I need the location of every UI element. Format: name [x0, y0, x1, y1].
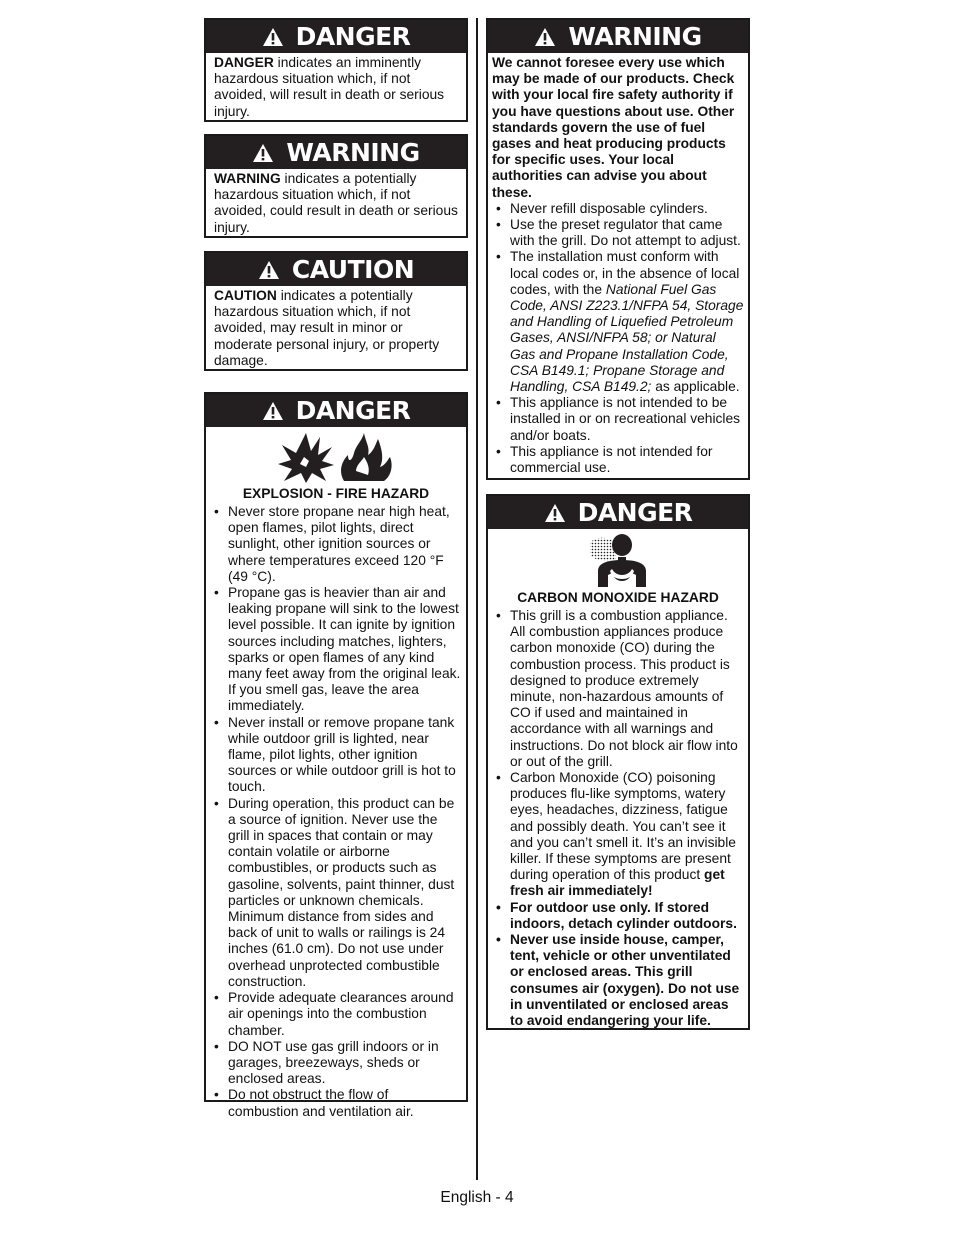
fire-hazard-list-wrap: [206, 502, 466, 1120]
danger-definition-text: DANGER indicates an imminently hazardous situation which, if not avoided, will result in death or serious injury.: [214, 55, 445, 119]
column-divider: [476, 18, 478, 1180]
co-hazard-list: [492, 608, 744, 1029]
list-item: • This appliance is not intended for commercial use.: [492, 444, 744, 476]
list-item: • This appliance is not intended to be installed in or on recreational vehicles and/or boats.: [492, 395, 744, 444]
list-item: • Never install or remove propane tank while outdoor grill is lighted, near flame, pilot lights, other ignition sources or while outdoor grill is hot to touch.: [210, 715, 462, 796]
list-item: • Never refill disposable cylinders.: [492, 201, 744, 217]
explosion-fire-pictogram: [206, 431, 466, 483]
list-item: • Use the preset regulator that came with the grill. Do not attempt to adjust.: [492, 217, 744, 249]
warning-triangle-icon: [262, 27, 284, 47]
list-item: • DO NOT use gas grill indoors or in garages, breezeways, sheds or enclosed areas.: [210, 1039, 462, 1088]
caution-definition-text: CAUTION indicates a potentially hazardous situation which, if not avoided, may result in minor or moderate personal injury, or property damage.: [214, 288, 440, 368]
warning-intro: We cannot foresee every use which may be made of our products. Check with your local fire safety authority if you have questions about use. Other standards govern the use of fuel gases and heat producing products for specific uses. Your local authorities can advise you about these.: [492, 55, 735, 200]
list-item: • During operation, this product can be a source of ignition. Never use the grill in spaces that contain or may contain volatile or airborne combustibles, or products such as gasoline, solvents, paint thinner, dust particles or unknown chemicals. Minimum distance from sides and back of unit to walls or railings is 24 inches (61.0 cm). Do not use under overhead unprotected combustible construction.: [210, 796, 462, 990]
carbon-monoxide-pictogram: [488, 533, 748, 587]
hazard-title: EXPLOSION - FIRE HAZARD: [242, 486, 430, 501]
warning-triangle-icon: [252, 143, 274, 163]
warning-triangle-icon: [534, 27, 556, 47]
list-item: • Provide adequate clearances around air openings into the combustion chamber.: [210, 990, 462, 1039]
warning-header: WARNING: [488, 20, 748, 53]
danger-fire-box: [204, 392, 468, 1119]
warning-triangle-icon: [262, 401, 284, 421]
warning-triangle-icon: [258, 260, 280, 280]
danger-header: DANGER: [488, 496, 748, 529]
caution-definition-box: [204, 251, 468, 371]
fire-hazard-list: [210, 504, 462, 1120]
list-item: • Never use inside house, camper, tent, vehicle or other unventilated or enclosed areas. This grill consumes air (oxygen). Do not use in unventilated or enclosed areas to avoid endangering your life.: [492, 932, 744, 1029]
page-number: English - 4: [440, 1189, 514, 1206]
co-hazard-list-wrap: [488, 606, 748, 1029]
warning-header: WARNING: [206, 136, 466, 169]
page-footer: [0, 1189, 954, 1207]
list-item: • For outdoor use only. If stored indoors, detach cylinder outdoors.: [492, 900, 744, 932]
list-item: • Carbon Monoxide (CO) poisoning produces flu-like symptoms, watery eyes, headaches, dizziness, fatigue and possibly death. You can’t see it and you can’t smell it. It’s an invisible killer. If these symptoms are present during operation of this product get fresh air immediately!: [492, 770, 744, 900]
danger-definition-box: [204, 18, 468, 122]
warning-triangle-icon: [544, 503, 566, 523]
list-item: • This grill is a combustion appliance. All combustion appliances produce carbon monoxide (CO) during the combustion process. This product is designed to produce extremely minute, non-hazardous amounts of CO if used and maintained in accordance with all warnings and instructions. Do not block air flow into or out of the grill.: [492, 608, 744, 770]
list-item: • The installation must conform with local codes or, in the absence of local codes, with the National Fuel Gas Code, ANSI Z223.1/NFPA 54, Storage and Handling of Liquefied Petroleum Gases, ANSI/NFPA 58; or Natural Gas and Propane Installation Code, CSA B149.1; Propane Storage and Handling, CSA B149.2; as applicable.: [492, 249, 744, 395]
warning-use-list: [492, 201, 744, 476]
warning-definition-text: WARNING indicates a potentially hazardous situation which, if not avoided, could result in death or serious injury.: [214, 171, 458, 235]
warning-use-box: [486, 18, 750, 480]
danger-header: DANGER: [206, 394, 466, 427]
explosion-icon: [276, 431, 396, 483]
list-item: • Do not obstruct the flow of combustion and ventilation air.: [210, 1087, 462, 1119]
list-item: • Never store propane near high heat, open flames, pilot lights, direct sunlight, other ignition sources or where temperatures exceed 120 °F (49 °C).: [210, 504, 462, 585]
list-item: • Propane gas is heavier than air and leaking propane will sink to the lowest level possible. It can ignite by ignition sources including matches, lighters, sparks or open flames of any kind many feet away from the original leak. If you smell gas, leave the area immediately.: [210, 585, 462, 715]
danger-header: DANGER: [206, 20, 466, 53]
danger-co-box: [486, 494, 750, 1030]
person-gas-icon: [588, 533, 648, 587]
warning-definition-box: [204, 134, 468, 238]
warning-use-text: [488, 53, 748, 476]
caution-header: CAUTION: [206, 253, 466, 286]
hazard-title: CARBON MONOXIDE HAZARD: [517, 590, 719, 605]
